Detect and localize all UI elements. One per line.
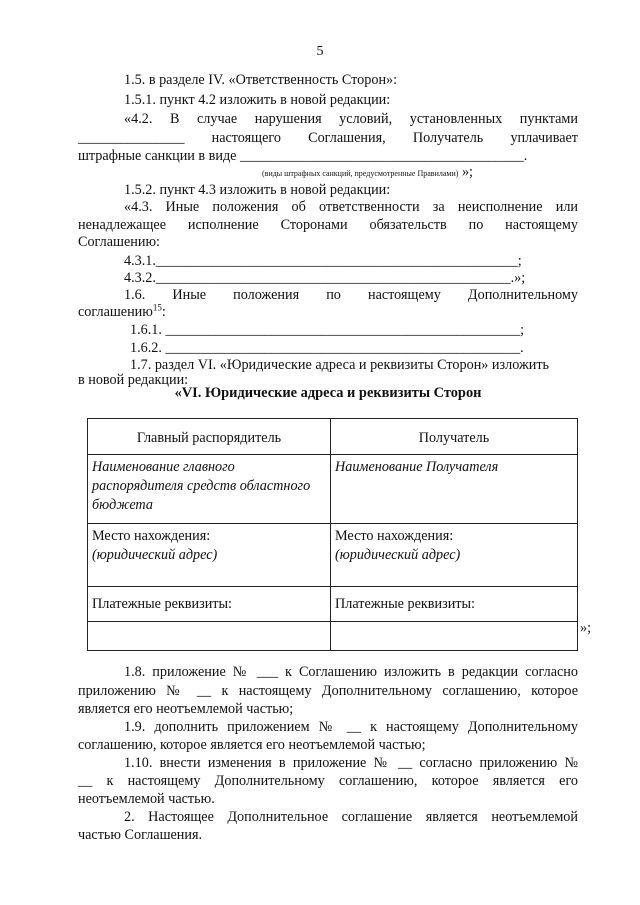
clause-2-line-1: 2. Настоящее Дополнительное соглашение является неотъемлемой (124, 809, 578, 825)
clause-4-2-line-3: штрафные санкции в виде ________________________________________. (78, 148, 528, 164)
clause-2-line-2: частью Соглашения. (78, 827, 203, 843)
main-manager-location (88, 524, 331, 587)
empty-cell (331, 622, 578, 651)
section-heading: «VI. Юридические адреса и реквизиты Сторон (174, 385, 482, 401)
location-label: Место нахождения: (335, 528, 454, 544)
sanctions-note-text: (виды штрафных санкций, предусмотренные Правилами) (262, 169, 459, 178)
clause-4-2-line-1: «4.2. В случае нарушения условий, установленных пунктами (124, 111, 578, 127)
table-closing-mark: »; (580, 620, 592, 636)
empty-cell (88, 622, 331, 651)
clause-1-6-colon: : (161, 304, 166, 320)
recipient-location (331, 524, 578, 587)
clause-1-5-1: 1.5.1. пункт 4.2 изложить в новой редакции: (124, 92, 391, 108)
main-manager-name: Наименование главного распорядителя средств областного бюджета (88, 455, 331, 524)
recipient-payment: Платежные реквизиты: (331, 587, 578, 622)
clause-1-5-2: 1.5.2. пункт 4.3 изложить в новой редакции: (124, 182, 391, 198)
clause-1-8-line-3: является его неотъемлемой частью; (78, 701, 294, 717)
clause-4-2-line-2: _______________ настоящего Соглашения, Получатель уплачивает (78, 130, 578, 146)
recipient-name: Наименование Получателя (331, 455, 578, 524)
clause-4-3-line-3: Соглашению: (78, 234, 160, 250)
clause-1-9-line-1: 1.9. дополнить приложением № __ к настоящему Дополнительному (124, 719, 578, 735)
clause-1-10-line-3: неотъемлемой частью. (78, 791, 215, 807)
clause-1-6-2: 1.6.2. __________________________________________________. (130, 340, 524, 356)
sanctions-note (262, 164, 578, 181)
clause-1-5: 1.5. в разделе IV. «Ответственность Сторон»: (124, 72, 398, 88)
clause-1-10-line-1: 1.10. внести изменения в приложение № __ согласно приложению № (124, 755, 578, 771)
clause-1-10-line-2: __ к настоящему Дополнительному соглашению, которое является его (78, 773, 578, 789)
clause-4-3-line-2: ненадлежащее исполнение Сторонами обязательств по настоящему (78, 217, 578, 233)
clause-1-7-line-1: 1.7. раздел VI. «Юридические адреса и реквизиты Сторон» изложить (130, 357, 550, 373)
location-note: (юридический адрес) (92, 547, 218, 563)
table-row-payment (88, 587, 578, 622)
clause-1-6-text: соглашению (78, 304, 153, 320)
clause-1-9-line-2: соглашению, которое является его неотъемлемой частью; (78, 737, 426, 753)
location-label: Место нахождения: (92, 528, 211, 544)
requisites-table (87, 418, 578, 651)
location-note: (юридический адрес) (335, 547, 461, 563)
clause-1-6-line-1: 1.6. Иные положения по настоящему Дополнительному (124, 287, 578, 303)
table-row-name (88, 455, 578, 524)
clause-4-3-line-1: «4.3. Иные положения об ответственности за неисполнение или (124, 199, 578, 215)
clause-1-8-line-1: 1.8. приложение № ___ к Соглашению изложить в редакции согласно (124, 664, 578, 680)
clause-4-3-2: 4.3.2.__________________________________________________.»; (124, 270, 526, 286)
col-header-main-manager: Главный распорядитель (88, 419, 331, 455)
clause-4-3-1: 4.3.1.___________________________________________________; (124, 253, 522, 269)
sanctions-note-tail: »; (461, 164, 473, 180)
clause-1-6-line-2 (78, 304, 578, 321)
clause-1-7-line-2: в новой редакции: (78, 372, 189, 388)
page-number: 5 (316, 44, 324, 59)
col-header-recipient: Получатель (331, 419, 578, 455)
footnote-ref: 15 (152, 302, 162, 313)
table-header-row (88, 419, 578, 455)
main-manager-payment: Платежные реквизиты: (88, 587, 331, 622)
clause-1-6-1: 1.6.1. __________________________________________________; (130, 322, 525, 338)
clause-1-8-line-2: приложению № __ к настоящему Дополнительному соглашению, которое (78, 683, 578, 699)
table-row-empty (88, 622, 578, 651)
table-row-location (88, 524, 578, 587)
